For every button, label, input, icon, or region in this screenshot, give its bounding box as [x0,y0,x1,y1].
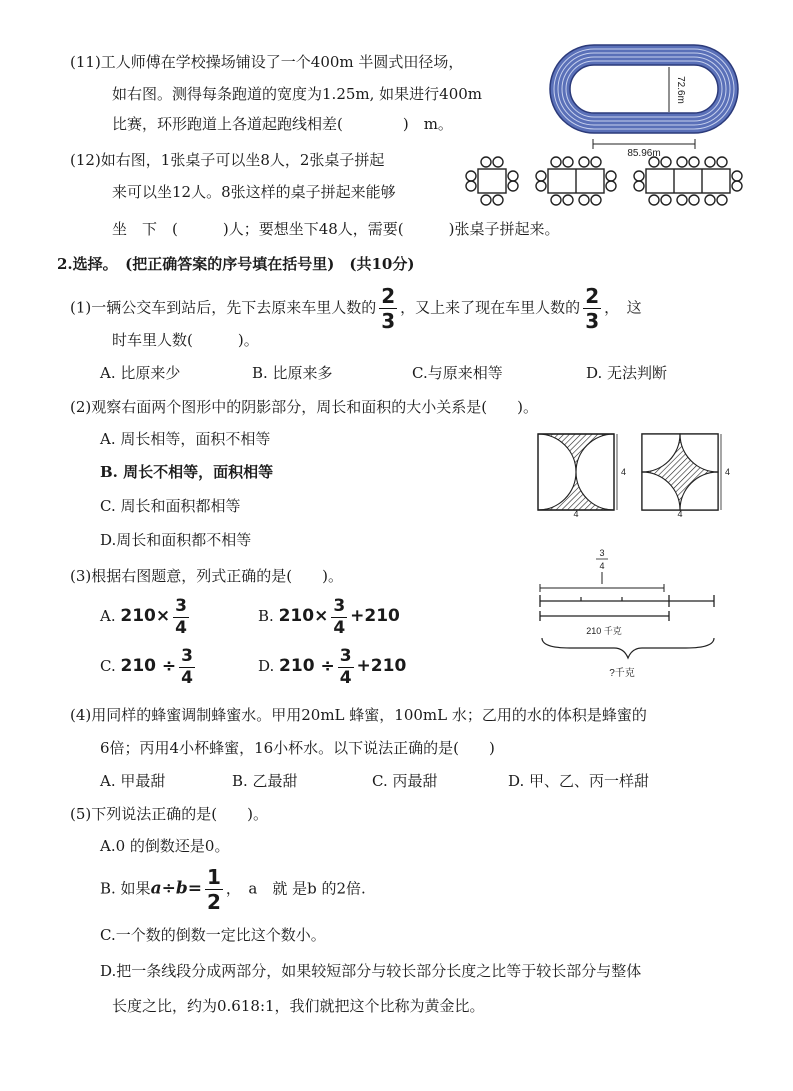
c3-option-c-fraction [179,645,195,688]
c5-option-b-post: ， a 就 是b 的2倍. [225,879,366,898]
segment-unknown-label: ?千克 [609,668,635,679]
c1-line-2: 时车里人数( )。 [112,331,259,349]
c2-option-b: B. 周长不相等，面积相等 [100,463,274,481]
c3-option-b-tail: +210 [350,606,400,626]
c4-line-1: (4)用同样的蜂蜜调制蜂蜜水。甲用20mL 蜂蜜，100mL 水；乙用的水的体积是蜂蜜的 [70,706,647,724]
c5-option-d-line-1: D.把一条线段分成两部分，如果较短部分与较长部分长度之比等于较长部分与整体 [100,962,642,980]
c2-option-a: A. 周长相等，面积不相等 [100,430,271,448]
c4-option-c: C. 丙最甜 [372,772,438,790]
c1-frac1-num: 2 [381,284,396,308]
c3-option-d-expr: 210 ÷ [279,656,335,676]
c3-option-d [258,646,406,687]
c5-option-a: A.0 的倒数还是0。 [100,837,230,855]
left-square-side-right: 4 [621,467,627,477]
c3-option-c-label: C. [100,657,116,675]
segment-fraction-num: 3 [599,548,605,558]
c3-option-a-den: 4 [175,617,187,638]
q12-line-2: 来可以坐12人。8张这样的桌子拼起来能够 [112,183,396,201]
track-length-label: 85.96m [627,148,661,159]
c5-option-b-pre: B. 如果 [100,879,151,898]
c3-option-d-fraction [338,645,354,688]
c2-option-d: D.周长和面积都不相等 [100,531,252,549]
c4-option-b: B. 乙最甜 [232,772,298,790]
running-track-figure [545,40,745,160]
c5-option-b-fraction [205,867,223,912]
c3-option-d-tail: +210 [356,656,407,676]
c5-option-b [100,867,366,912]
q12-line-1: (12)如右图，1张桌子可以坐8人，2张桌子拼起 [70,151,385,169]
c3-option-c-expr: 210 ÷ [120,656,177,676]
c3-option-a-fraction [173,595,189,638]
c3-option-a [100,596,192,637]
c1-frac2-num: 2 [585,284,600,308]
left-square-side-bottom: 4 [573,509,579,518]
q11-line-2: 如右图。测得每条跑道的宽度为1.25m, 如果进行400m [112,85,483,103]
right-square-side-right: 4 [725,467,731,477]
c1-fraction-2 [583,286,601,331]
c5-option-b-den: 2 [206,890,221,914]
c1-fraction-1 [379,286,397,331]
c3-option-b-num: 3 [333,595,346,616]
c1-part-b: ，又上来了现在车里人数的 [400,298,581,317]
c5-option-c: C.一个数的倒数一定比这个数小。 [100,926,326,944]
c3-option-c-num: 3 [181,645,193,666]
c3-option-b [258,596,400,637]
c1-line-1 [70,286,642,331]
c1-option-a: A. 比原来少 [100,364,181,382]
c3-option-a-expr: 210× [120,606,171,626]
c3-option-c-den: 4 [181,667,193,688]
c1-frac2-den: 3 [585,309,600,333]
c5-option-b-num: 1 [206,865,221,889]
c1-frac1-den: 3 [381,309,396,333]
c1-option-d: D. 无法判断 [586,364,668,382]
c4-line-2: 6倍；丙用4小杯蜂蜜，16小杯水。以下说法正确的是( ) [100,739,495,757]
c3-option-b-den: 4 [333,617,346,638]
q12-line-3: 坐 下 ( )人；要想坐下48人，需要( )张桌子拼起来。 [112,220,560,238]
right-square-side-bottom: 4 [677,509,683,518]
track-width-label: 72.6m [675,76,686,104]
c3-option-a-label: A. [100,607,116,625]
c2-option-c: C. 周长和面积都相等 [100,497,241,515]
section-2-title: 2.选择。 (把正确答案的序号填在括号里) (共10分) [57,255,415,273]
c5-stem: (5)下列说法正确的是( )。 [70,805,268,823]
q11-line-3: 比赛，环形跑道上各道起跑线相差( ) m。 [112,115,453,133]
c3-option-c [100,646,198,687]
q11-line-1: (11)工人师傅在学校操场铺设了一个400m 半圆式田径场， [70,53,464,71]
c3-option-a-num: 3 [175,595,187,616]
shaded-shapes-figure [530,428,735,518]
c3-option-b-expr: 210× [278,606,329,626]
c3-stem: (3)根据右图题意，列式正确的是( )。 [70,567,343,585]
c1-part-c: ， 这 [604,298,642,317]
c3-option-b-fraction [331,595,347,638]
c3-option-d-den: 4 [339,667,352,688]
segment-fraction-den: 4 [599,561,605,571]
c3-option-d-num: 3 [339,645,352,666]
c4-option-d: D. 甲、乙、丙一样甜 [508,772,650,790]
tables-figure [462,152,752,212]
c5-option-d-line-2: 长度之比，约为0.618:1，我们就把这个比称为黄金比。 [112,997,485,1015]
segment-diagram-figure [530,546,730,686]
c3-option-d-label: D. [258,657,275,675]
c1-option-c: C.与原来相等 [412,364,503,382]
c1-option-b: B. 比原来多 [252,364,333,382]
c2-stem: (2)观察右面两个图形中的阴影部分，周长和面积的大小关系是( )。 [70,398,538,416]
c5-option-b-expr: a÷b= [150,878,202,899]
c4-option-a: A. 甲最甜 [100,772,166,790]
c3-option-b-label: B. [258,607,274,625]
segment-total-label: 210 千克 [586,626,622,636]
c1-part-a: (1)一辆公交车到站后，先下去原来车里人数的 [70,298,377,317]
